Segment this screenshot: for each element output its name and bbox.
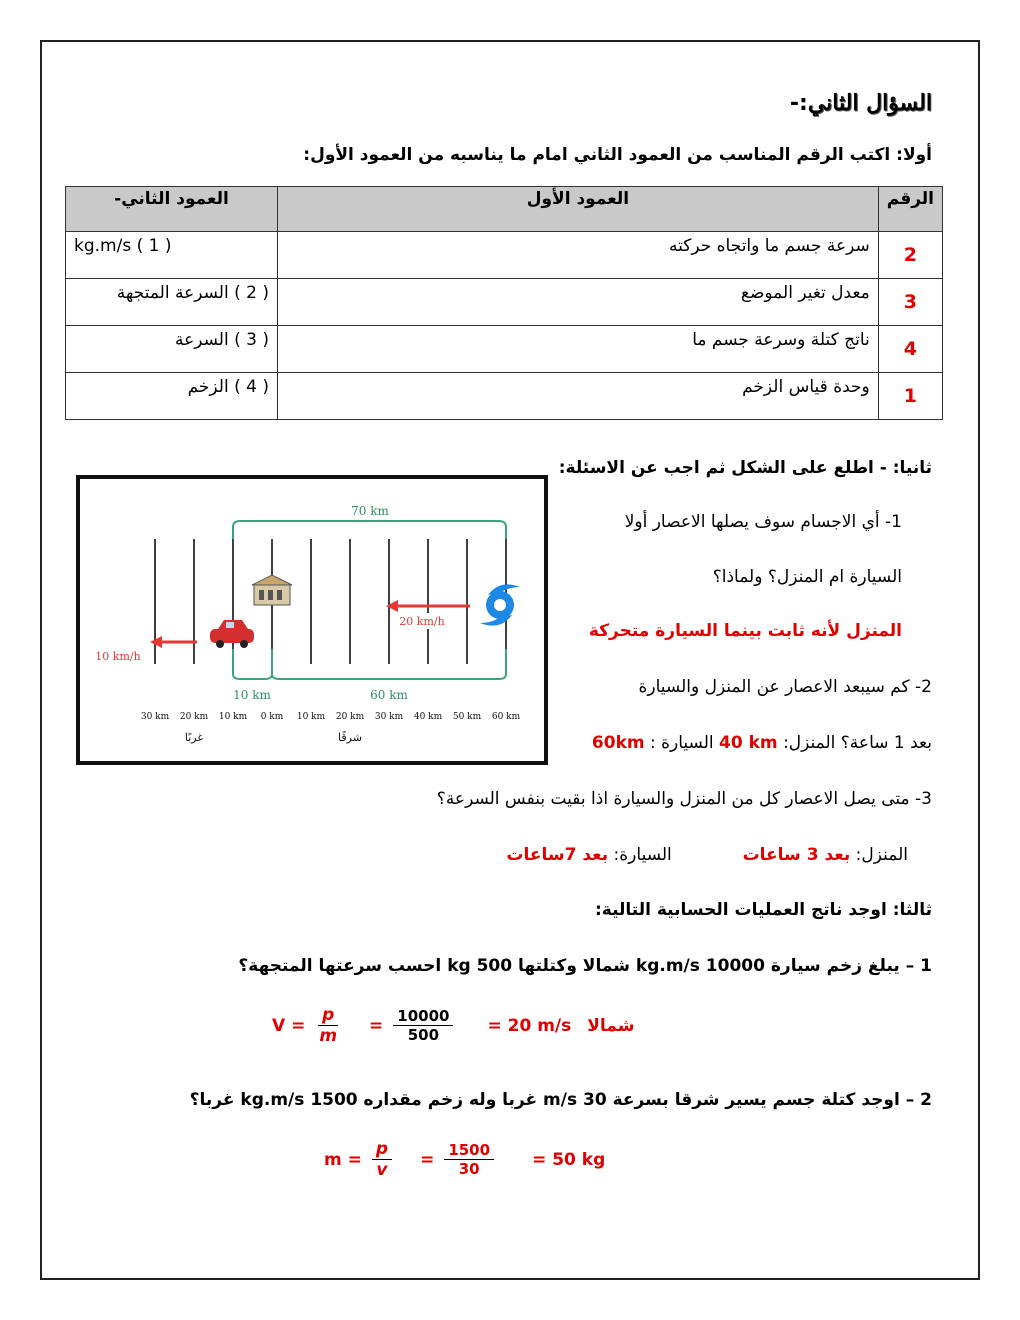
scale-labels <box>141 712 521 722</box>
row-column-2: ( 2 ) السرعة المتجهة <box>66 279 278 326</box>
q3-car-value: بعد 7ساعات <box>506 845 609 865</box>
p2-den-sym: v <box>376 1159 388 1180</box>
header-number: الرقم <box>878 187 942 232</box>
p2-question: 2 – اوجد كتلة جسم يسير شرقا بسرعة 30 m/s غربا وله زخم مقداره 1500 kg.m/s غربا؟ <box>189 1090 932 1110</box>
p1-den-val: 500 <box>407 1025 440 1044</box>
scale-label: 20 km <box>179 712 209 722</box>
p1-direction: شمالا <box>587 1016 635 1037</box>
p1-num-sym: p <box>318 1006 338 1026</box>
p2-num-sym: p <box>372 1140 392 1160</box>
row-column-1: وحدة قياس الزخم <box>278 373 879 420</box>
top-bracket <box>233 521 506 539</box>
row-column-2: ( 4 ) الزخم <box>66 373 278 420</box>
bottom-left-distance-label: 10 km <box>233 688 271 702</box>
q2-house-value: 40 km <box>719 733 778 753</box>
q2-car-value: 60km <box>591 733 645 753</box>
row-number: 2 <box>878 232 942 279</box>
p1-solution <box>272 1006 634 1046</box>
p1-equals: = <box>369 1016 384 1037</box>
row-column-1: ناتج كتلة وسرعة جسم ما <box>278 326 879 373</box>
p2-den-val: 30 <box>458 1159 480 1178</box>
row-number: 1 <box>878 373 942 420</box>
row-column-1: معدل تغير الموضع <box>278 279 879 326</box>
top-distance-label: 70 km <box>351 504 389 518</box>
q2-answer-line <box>592 733 932 753</box>
p1-value-fraction <box>393 1008 453 1044</box>
q2-line: 2- كم سيبعد الاعصار عن المنزل والسيارة <box>638 677 932 697</box>
hurricane-figure <box>76 475 548 765</box>
part2-heading: ثانيا: - اطلع على الشكل ثم اجب عن الاسئلة: <box>558 458 932 478</box>
table-row <box>66 279 943 326</box>
scale-label: 40 km <box>413 712 443 722</box>
question-title-text: السؤال الثاني <box>807 90 932 116</box>
table-row <box>66 326 943 373</box>
matching-table <box>65 186 943 420</box>
question-title-suffix: :- <box>789 91 808 116</box>
q3-car-label: السيارة: <box>613 845 672 865</box>
p2-result: = 50 kg <box>532 1150 606 1171</box>
scale-label: 0 km <box>260 712 284 722</box>
part3-heading: ثالثا: اوجد ناتج العمليات الحسابية التالية: <box>594 900 932 920</box>
part1-heading: أولا: اكتب الرقم المناسب من العمود الثاني امام ما يناسبه من العمود الأول: <box>303 145 932 165</box>
p1-symbolic-fraction <box>315 1006 341 1046</box>
header-column-1: العمود الأول <box>278 187 879 232</box>
storm-speed-label: 20 km/h <box>399 615 445 628</box>
row-column-2: kg.m/s ( 1 ) <box>66 232 278 279</box>
p2-lhs: m = <box>324 1150 362 1171</box>
q1-answer: المنزل لأنه ثابت بينما السيارة متحركة <box>588 621 902 641</box>
scale-label: 30 km <box>140 712 170 722</box>
car-arrow-head <box>150 636 162 648</box>
scale-label: 20 km <box>335 712 365 722</box>
car-speed-label: 10 km/h <box>95 650 141 663</box>
scale-label: 10 km <box>218 712 248 722</box>
p2-value-fraction <box>444 1142 494 1178</box>
p1-den-sym: m <box>319 1025 338 1046</box>
q3-house-value: بعد 3 ساعات <box>742 845 851 865</box>
p2-num-val: 1500 <box>444 1142 494 1160</box>
p1-num-val: 10000 <box>393 1008 453 1026</box>
row-column-2: ( 3 ) السرعة <box>66 326 278 373</box>
storm-arrow-head <box>386 600 398 612</box>
p2-symbolic-fraction <box>372 1140 392 1180</box>
p1-lhs: V = <box>272 1016 306 1037</box>
house-icon <box>252 575 292 605</box>
scale-label: 60 km <box>491 712 521 722</box>
distance-lines <box>155 539 506 664</box>
bottom-left-bracket <box>233 649 272 679</box>
west-label: غربًا <box>184 731 204 744</box>
row-column-1: سرعة جسم ما واتجاه حركته <box>278 232 879 279</box>
q2-car-label: السيارة : <box>650 733 714 753</box>
hurricane-icon <box>480 584 520 625</box>
p2-solution <box>324 1140 605 1180</box>
q3-answer-line <box>506 845 908 865</box>
scale-label: 10 km <box>296 712 326 722</box>
bottom-right-distance-label: 60 km <box>370 688 408 702</box>
p2-equals: = <box>420 1150 435 1171</box>
question-title <box>790 90 932 116</box>
p1-question: 1 – يبلغ زخم سيارة 10000 kg.m/s شمالا وكتلتها 500 kg احسب سرعتها المتجهة؟ <box>238 956 932 976</box>
q3-line: 3- متى يصل الاعصار كل من المنزل والسيارة اذا بقيت بنفس السرعة؟ <box>436 789 932 809</box>
header-column-2: العمود الثاني- <box>66 187 278 232</box>
scale-label: 30 km <box>374 712 404 722</box>
hurricane-diagram <box>80 479 544 761</box>
q1-line2: السيارة ام المنزل؟ ولماذا؟ <box>712 567 902 587</box>
q2-prefix: بعد 1 ساعة؟ المنزل: <box>783 733 932 753</box>
q3-house-label: المنزل: <box>855 845 908 865</box>
p1-result: = 20 m/s <box>487 1016 572 1037</box>
q1-line1: 1- أي الاجسام سوف يصلها الاعصار أولا <box>624 512 902 532</box>
table-header-row <box>66 187 943 232</box>
table-row <box>66 373 943 420</box>
row-number: 4 <box>878 326 942 373</box>
east-label: شرقًا <box>338 731 362 744</box>
row-number: 3 <box>878 279 942 326</box>
table-row <box>66 232 943 279</box>
car-icon <box>210 620 254 648</box>
scale-label: 50 km <box>452 712 482 722</box>
